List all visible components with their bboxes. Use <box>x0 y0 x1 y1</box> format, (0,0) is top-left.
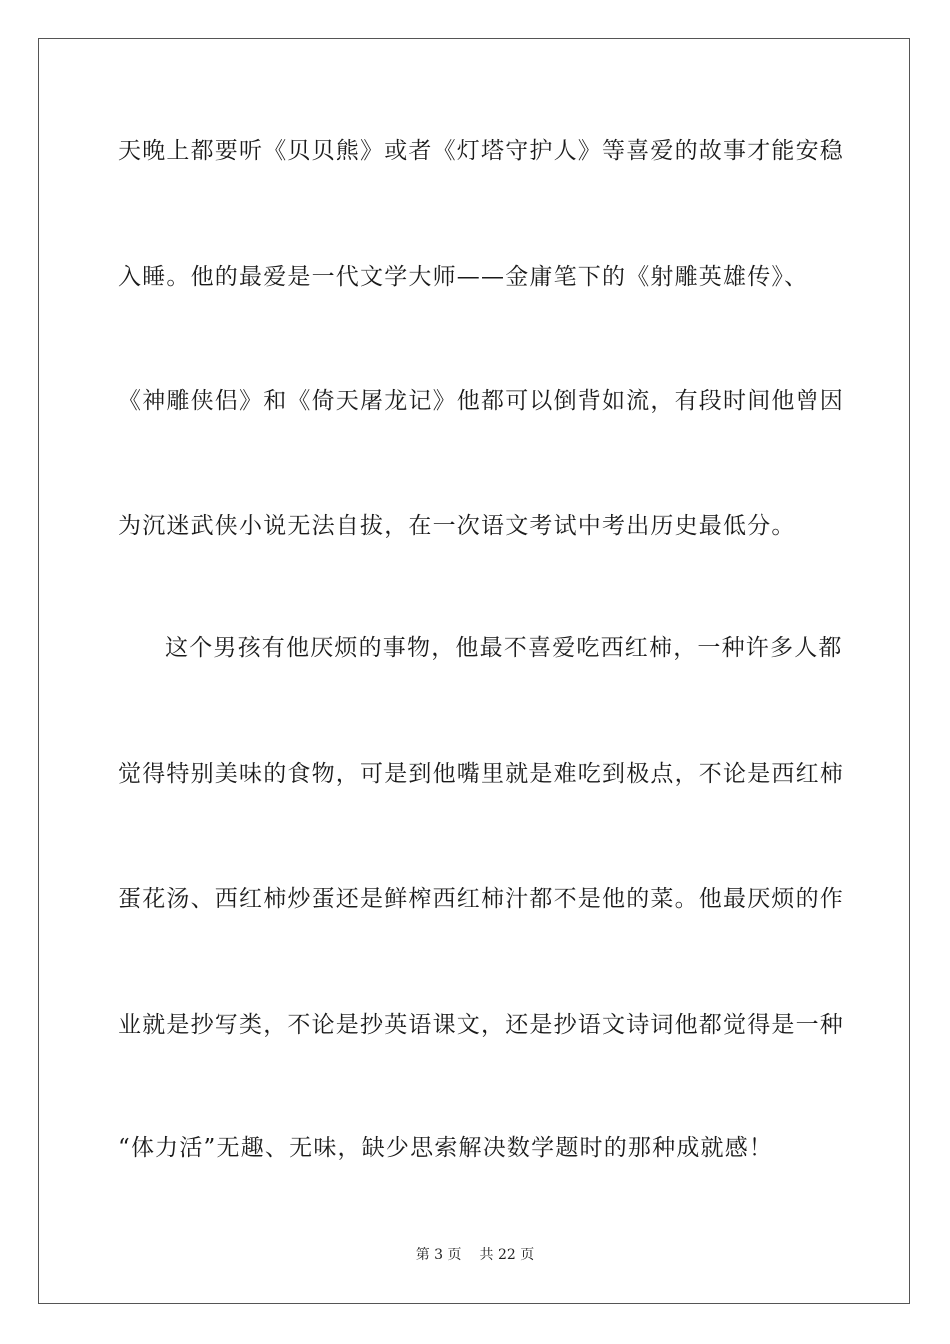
page-footer <box>0 1246 950 1264</box>
text-line: 入睡。他的最爱是一代文学大师——金庸笔下的《射雕英雄传》、 <box>118 264 809 290</box>
page-total: 共 22 页 <box>479 1247 535 1263</box>
text-line: 业就是抄写类，不论是抄英语课文，还是抄语文诗词他都觉得是一种 <box>118 1012 844 1038</box>
text-line: 蛋花汤、西红柿炒蛋还是鲜榨西红柿汁都不是他的菜。他最厌烦的作 <box>118 886 844 912</box>
text-line: 觉得特别美味的食物，可是到他嘴里就是难吃到极点，不论是西红柿 <box>118 761 844 787</box>
text-line: “体力活”无趣、无味，缺少思索解决数学题时的那种成就感！ <box>118 1135 774 1161</box>
text-line: 天晚上都要听《贝贝熊》或者《灯塔守护人》等喜爱的故事才能安稳 <box>118 138 844 164</box>
text-line: 为沉迷武侠小说无法自拔，在一次语文考试中考出历史最低分。 <box>118 513 796 539</box>
page-border <box>38 38 910 1304</box>
text-line: 《神雕侠侣》和《倚天屠龙记》他都可以倒背如流，有段时间他曾因 <box>118 388 844 414</box>
page-number: 第 3 页 <box>415 1247 462 1263</box>
text-line: 这个男孩有他厌烦的事物，他最不喜爱吃西红柿，一种许多人都 <box>165 635 843 661</box>
